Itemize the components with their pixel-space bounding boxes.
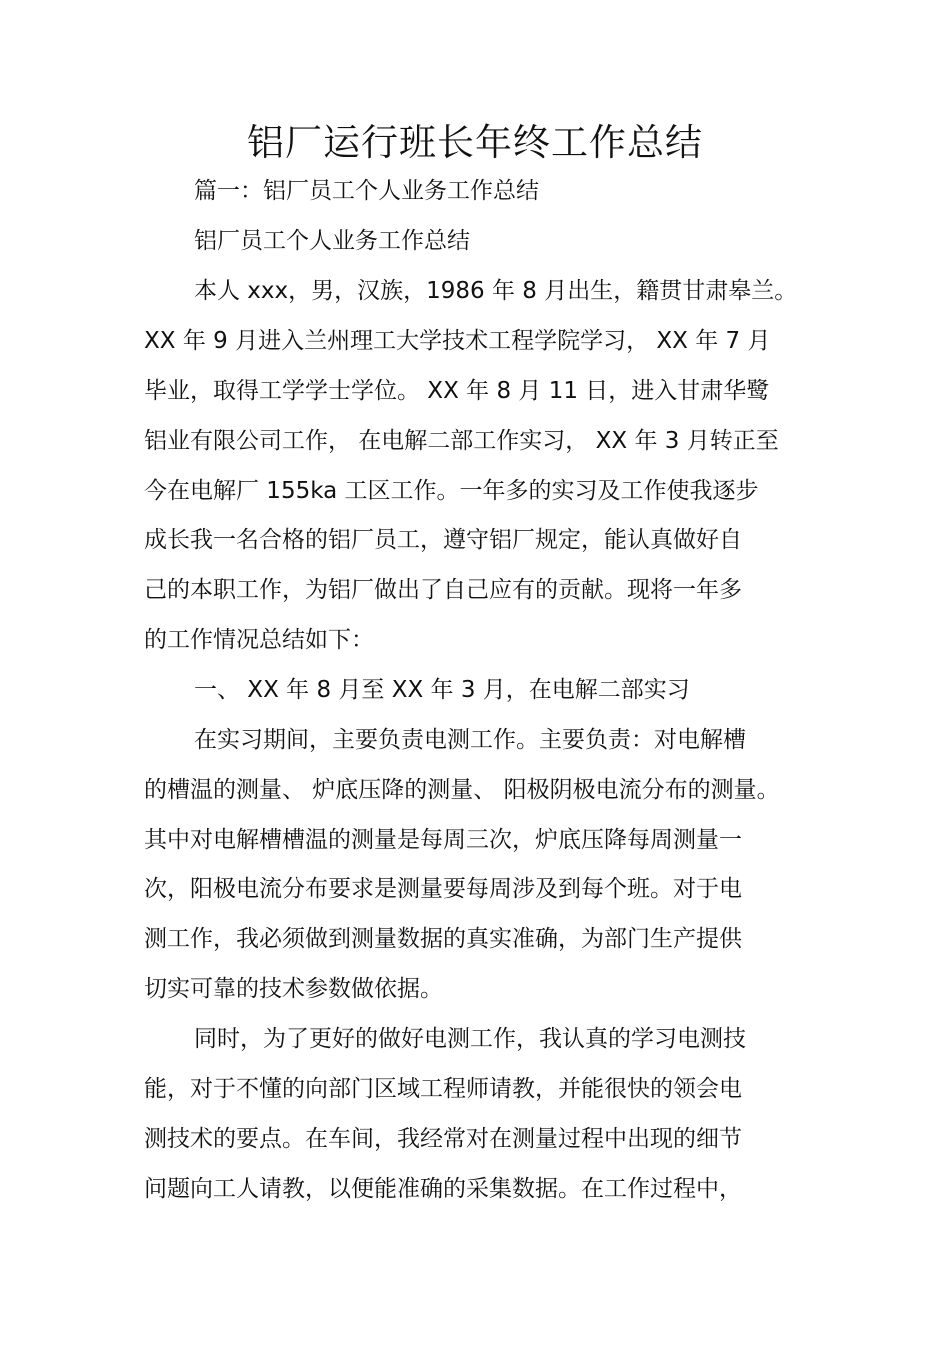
paragraph-line: 成长我一名合格的铝厂员工，遵守铝厂规定，能认真做好自 bbox=[144, 527, 742, 553]
document-title: 铝厂运行班长年终工作总结 bbox=[247, 121, 703, 164]
paragraph-line: 次，阳极电流分布要求是测量要每周涉及到每个班。对于电 bbox=[144, 876, 742, 902]
paragraph-line: 今在电解厂 155ka 工区工作。一年多的实习及工作使我逐步 bbox=[144, 478, 759, 504]
paragraph-line: 己的本职工作，为铝厂做出了自己应有的贡献。现将一年多 bbox=[144, 577, 742, 603]
paragraph-line: 铝业有限公司工作， 在电解二部工作实习， XX 年 3 月转正至 bbox=[144, 428, 779, 454]
paragraph-line: 的工作情况总结如下： bbox=[144, 627, 374, 653]
paragraph-line: XX 年 9 月进入兰州理工大学技术工程学院学习， XX 年 7 月 bbox=[144, 328, 771, 354]
paragraph-line: 测工作，我必须做到测量数据的真实准确，为部门生产提供 bbox=[144, 926, 742, 952]
section-heading: 篇一：铝厂员工个人业务工作总结 bbox=[194, 178, 539, 204]
paragraph-line: 在实习期间，主要负责电测工作。主要负责：对电解槽 bbox=[194, 727, 746, 753]
paragraph-line: 能，对于不懂的向部门区域工程师请教，并能很快的领会电 bbox=[144, 1076, 742, 1102]
paragraph-line: 测技术的要点。在车间，我经常对在测量过程中出现的细节 bbox=[144, 1126, 742, 1152]
paragraph-line: 切实可靠的技术参数做依据。 bbox=[144, 976, 443, 1002]
paragraph-line: 毕业，取得工学学士学位。 XX 年 8 月 11 日，进入甘肃华鹭 bbox=[144, 378, 770, 404]
paragraph-line: 其中对电解槽槽温的测量是每周三次，炉底压降每周测量一 bbox=[144, 827, 742, 853]
section-heading: 一、 XX 年 8 月至 XX 年 3 月，在电解二部实习 bbox=[194, 677, 690, 703]
paragraph-line: 本人 xxx，男，汉族，1986 年 8 月出生，籍贯甘肃皋兰。 bbox=[194, 278, 798, 304]
paragraph-line: 的槽温的测量、 炉底压降的测量、 阳极阴极电流分布的测量。 bbox=[144, 777, 780, 803]
paragraph-line: 问题向工人请教，以便能准确的采集数据。在工作过程中， bbox=[144, 1176, 742, 1202]
subtitle: 铝厂员工个人业务工作总结 bbox=[194, 228, 470, 254]
paragraph-line: 同时，为了更好的做好电测工作，我认真的学习电测技 bbox=[194, 1026, 746, 1052]
